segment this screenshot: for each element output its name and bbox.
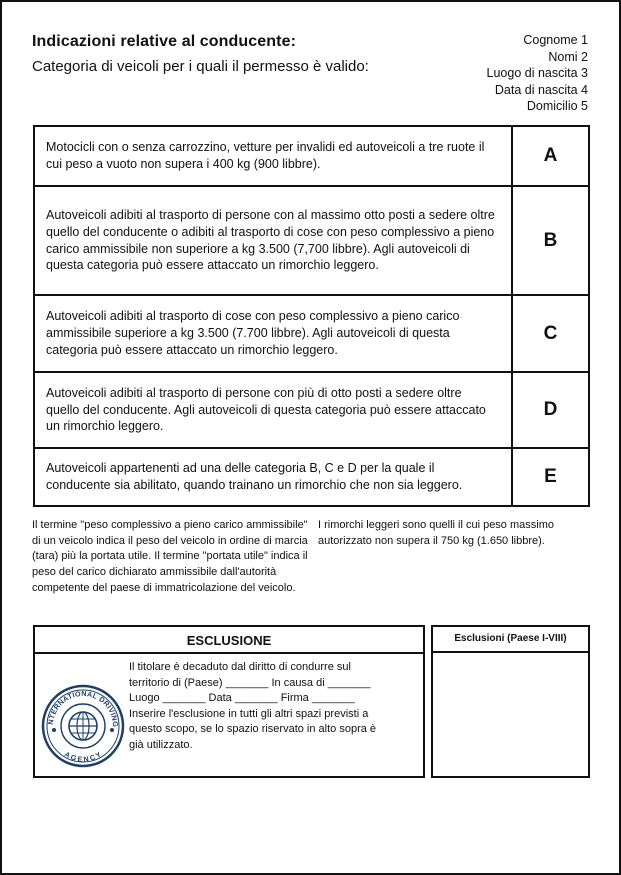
exclusion-line: Luogo _______ Data _______ Firma _______ [129, 692, 355, 705]
exclusion-text [129, 660, 419, 754]
category-letter: B [512, 186, 589, 295]
category-letter: E [512, 448, 589, 506]
category-letter: C [512, 295, 589, 372]
country-exclusions-box [431, 625, 590, 778]
category-row-c [34, 295, 589, 372]
exclusion-line: territorio di (Paese) _______ In causa di _______ [129, 676, 371, 689]
exclusion-box [33, 625, 425, 778]
page-title: Indicazioni relative al conducente: [32, 33, 297, 50]
category-description: Autoveicoli adibiti al trasporto di persone con più di otto posti a sedere oltre quello del conducente. Agli autoveicoli di questa categoria può essere attaccato un rimorchio leggero. [34, 372, 512, 448]
exclusion-line: Inserire l'esclusione in tutti gli altri spazi previsti a [129, 707, 369, 720]
seal-bottom-text: AGENCY [62, 749, 104, 764]
exclusion-line: già utilizzato. [129, 738, 193, 751]
weight-definition-note: Il termine "peso complessivo a pieno carico ammissibile" di un veicolo indica il peso del veicolo in ordine di marcia (tara) più la portata utile. Il termine "portata utile" indica il peso del carico dichiarato ammissibile dall'autorità competente del paese di immatricolazione del veicolo. [32, 519, 308, 594]
ref-surname: Cognome 1 [523, 33, 588, 47]
seal-top-text: NTERNATIONAL DRIVING [45, 688, 121, 728]
category-row-e [34, 448, 589, 506]
category-description: Motocicli con o senza carrozzino, vetture per invalidi ed autoveicoli a tre ruote il cui peso a vuoto non supera i 400 kg (900 libbre). [34, 126, 512, 186]
ref-birthdate: Data di nascita 4 [494, 82, 588, 97]
vehicle-category-table [33, 125, 590, 507]
category-description: Autoveicoli adibiti al trasporto di cose con peso complessivo a pieno carico ammissibile superiore a kg 3.500 (7.700 libbre). Agli autoveicoli di questa categoria può essere attaccato un rimorchio leggero. [34, 295, 512, 372]
category-row-a [34, 126, 589, 186]
category-letter: A [512, 126, 589, 186]
exclusion-line: questo scopo, se lo spazio riservato in alto sopra è [129, 723, 377, 736]
category-description: Autoveicoli appartenenti ad una delle categoria B, C e D per la quale il conducente sia abilitato, quando trainano un rimorchio che non sia leggero. [34, 448, 512, 506]
category-row-b [34, 186, 589, 295]
ref-names: Nomi 2 [548, 49, 588, 64]
ref-residence: Domicilio 5 [526, 99, 588, 113]
light-trailer-note: I rimorchi leggeri sono quelli il cui peso massimo autorizzato non supera il 750 kg (1.650 libbre). [318, 519, 554, 547]
country-exclusions-title: Esclusioni (Paese I-VIII) [433, 627, 588, 653]
category-row-d [34, 372, 589, 448]
ref-birthplace: Luogo di nascita 3 [486, 66, 588, 80]
agency-seal-icon [41, 684, 125, 768]
page-subtitle: Categoria di veicoli per i quali il permesso è valido: [32, 58, 369, 75]
field-reference-list [487, 32, 588, 115]
exclusion-line: Il titolare è decaduto dal diritto di condurre sul [129, 661, 351, 673]
category-letter: D [512, 372, 589, 448]
exclusion-title: ESCLUSIONE [35, 627, 423, 654]
category-description: Autoveicoli adibiti al trasporto di persone con al massimo otto posti a sedere oltre quello del conducente o adibiti al trasporto di cose con peso complessivo a pieno carico ammissibile non superiore a kg 3.500 (7,700 libbre). Agli autoveicoli di questa categoria può essere attaccato un rimorchio leggero. [34, 186, 512, 295]
